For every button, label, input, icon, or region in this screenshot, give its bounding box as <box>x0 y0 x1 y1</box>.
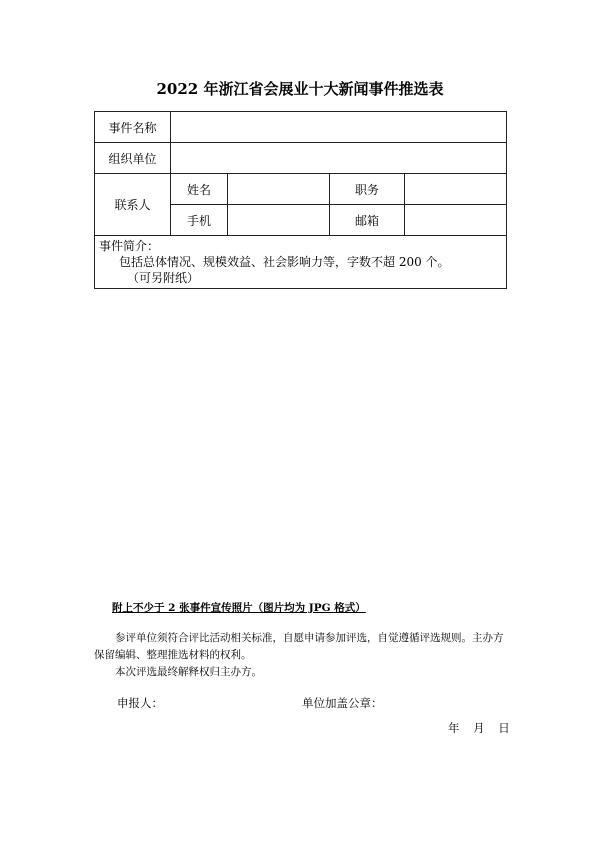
name-field[interactable] <box>228 174 330 205</box>
rules-paragraph <box>94 630 510 681</box>
seal-label: 单位加盖公章： <box>302 696 383 710</box>
event-name-row <box>95 112 507 143</box>
position-field[interactable] <box>405 174 507 205</box>
nomination-table <box>94 111 507 289</box>
org-field[interactable] <box>171 143 507 174</box>
email-field[interactable] <box>405 205 507 236</box>
contact-row-1 <box>95 174 507 205</box>
phone-field[interactable] <box>228 205 330 236</box>
summary-label: 事件简介： <box>99 239 160 253</box>
summary-hint-attach: （可另附纸） <box>127 271 200 285</box>
applicant-label: 申报人： <box>117 696 163 710</box>
rules-line-2: 本次评选最终解释权归主办方。 <box>115 666 262 678</box>
summary-hint: 包括总体情况、规模效益、社会影响力等，字数不超 200 个。 <box>119 255 450 269</box>
rules-line-1: 参评单位须符合评比活动相关标准，自愿申请参加评选，自觉遵循评选规则。主办方保留编辑、整理推选材料的权利。 <box>94 632 504 661</box>
summary-row <box>95 236 507 289</box>
org-row <box>95 143 507 174</box>
date-label: 年 月 日 <box>448 721 510 735</box>
email-label: 邮箱 <box>330 205 405 236</box>
org-label: 组织单位 <box>95 143 171 174</box>
event-name-field[interactable] <box>171 112 507 143</box>
summary-field[interactable] <box>95 236 507 289</box>
position-label: 职务 <box>330 174 405 205</box>
phone-label: 手机 <box>171 205 228 236</box>
event-name-label: 事件名称 <box>95 112 171 143</box>
photo-note: 附上不少于 2 张事件宣传照片（图片均为 JPG 格式） <box>112 602 366 614</box>
form-title: 2022 年浙江省会展业十大新闻事件推选表 <box>156 80 444 98</box>
name-label: 姓名 <box>171 174 228 205</box>
contact-label: 联系人 <box>95 174 171 236</box>
